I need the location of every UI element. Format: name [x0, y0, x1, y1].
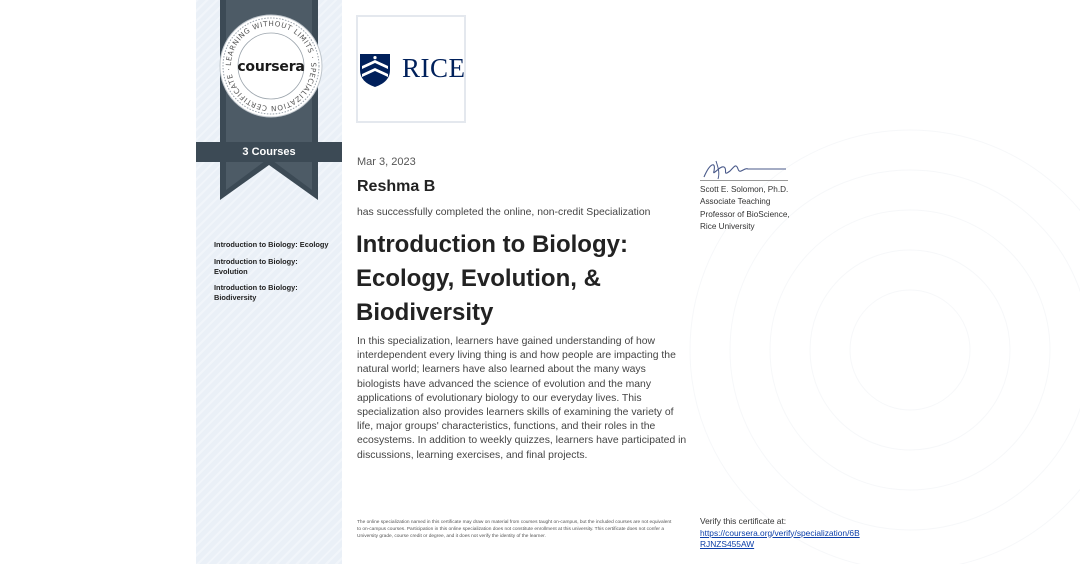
verify-label: Verify this certificate at:	[700, 516, 787, 526]
seal-brand-text: coursera	[237, 59, 305, 75]
verify-link[interactable]: https://coursera.org/verify/specialization/6BRJNZS455AW	[700, 527, 860, 549]
disclaimer-text: The online specialization named in this certificate may draw on material from courses taught on-campus, but the included courses are not equivalent to on-campus courses. Participation in this online specialization does not constitute enrollment at this university. This certificate does not confer a University grade, course credit or degree, and it does not verify the identity of the learner.	[357, 520, 672, 539]
specialization-title: Introduction to Biology: Ecology, Evolution, & Biodiversity	[356, 231, 628, 326]
institution-logo-text: RICE	[402, 53, 466, 83]
signer-title: Professor of BioScience,	[700, 209, 790, 219]
course-list-item: Introduction to Biology: Evolution	[214, 256, 298, 276]
rice-shield-icon	[358, 52, 392, 88]
signer-title: Associate Teaching	[700, 197, 771, 207]
course-list-item: Introduction to Biology: Ecology	[214, 240, 329, 249]
issue-date: Mar 3, 2023	[357, 156, 416, 168]
learner-name: Reshma B	[357, 178, 436, 195]
seal-ring-text: LEARNING WITHOUT LIMITS · SPECIALIZATION CERTIFICATE ·	[223, 18, 319, 114]
verify-block	[700, 516, 860, 551]
signer-institution: Rice University	[700, 222, 755, 232]
course-list	[214, 240, 332, 310]
signer-name: Scott E. Solomon, Ph.D.	[700, 185, 789, 194]
course-list-item: Introduction to Biology: Biodiversity	[214, 283, 298, 302]
signature-line	[700, 180, 788, 181]
signer-block	[700, 184, 820, 234]
specialization-description: In this specialization, learners have gained understanding of how interdependent every living thing is and how people are impacting the natural world; learners have also learned about the many ways biologists have advanced the science of evolution and the many applications of evolutionary biology to our everyday lives. This specialization also provides learners skills of examining the variety of life, major groups' characteristics, functions, and their roles in the ecosystems. In addition to weekly quizzes, learners have participated in discussions, learning exercises, and final projects.	[357, 336, 687, 461]
courses-count-label: 3 Courses	[196, 142, 342, 162]
completion-statement: has successfully completed the online, non-credit Specialization	[357, 207, 651, 218]
